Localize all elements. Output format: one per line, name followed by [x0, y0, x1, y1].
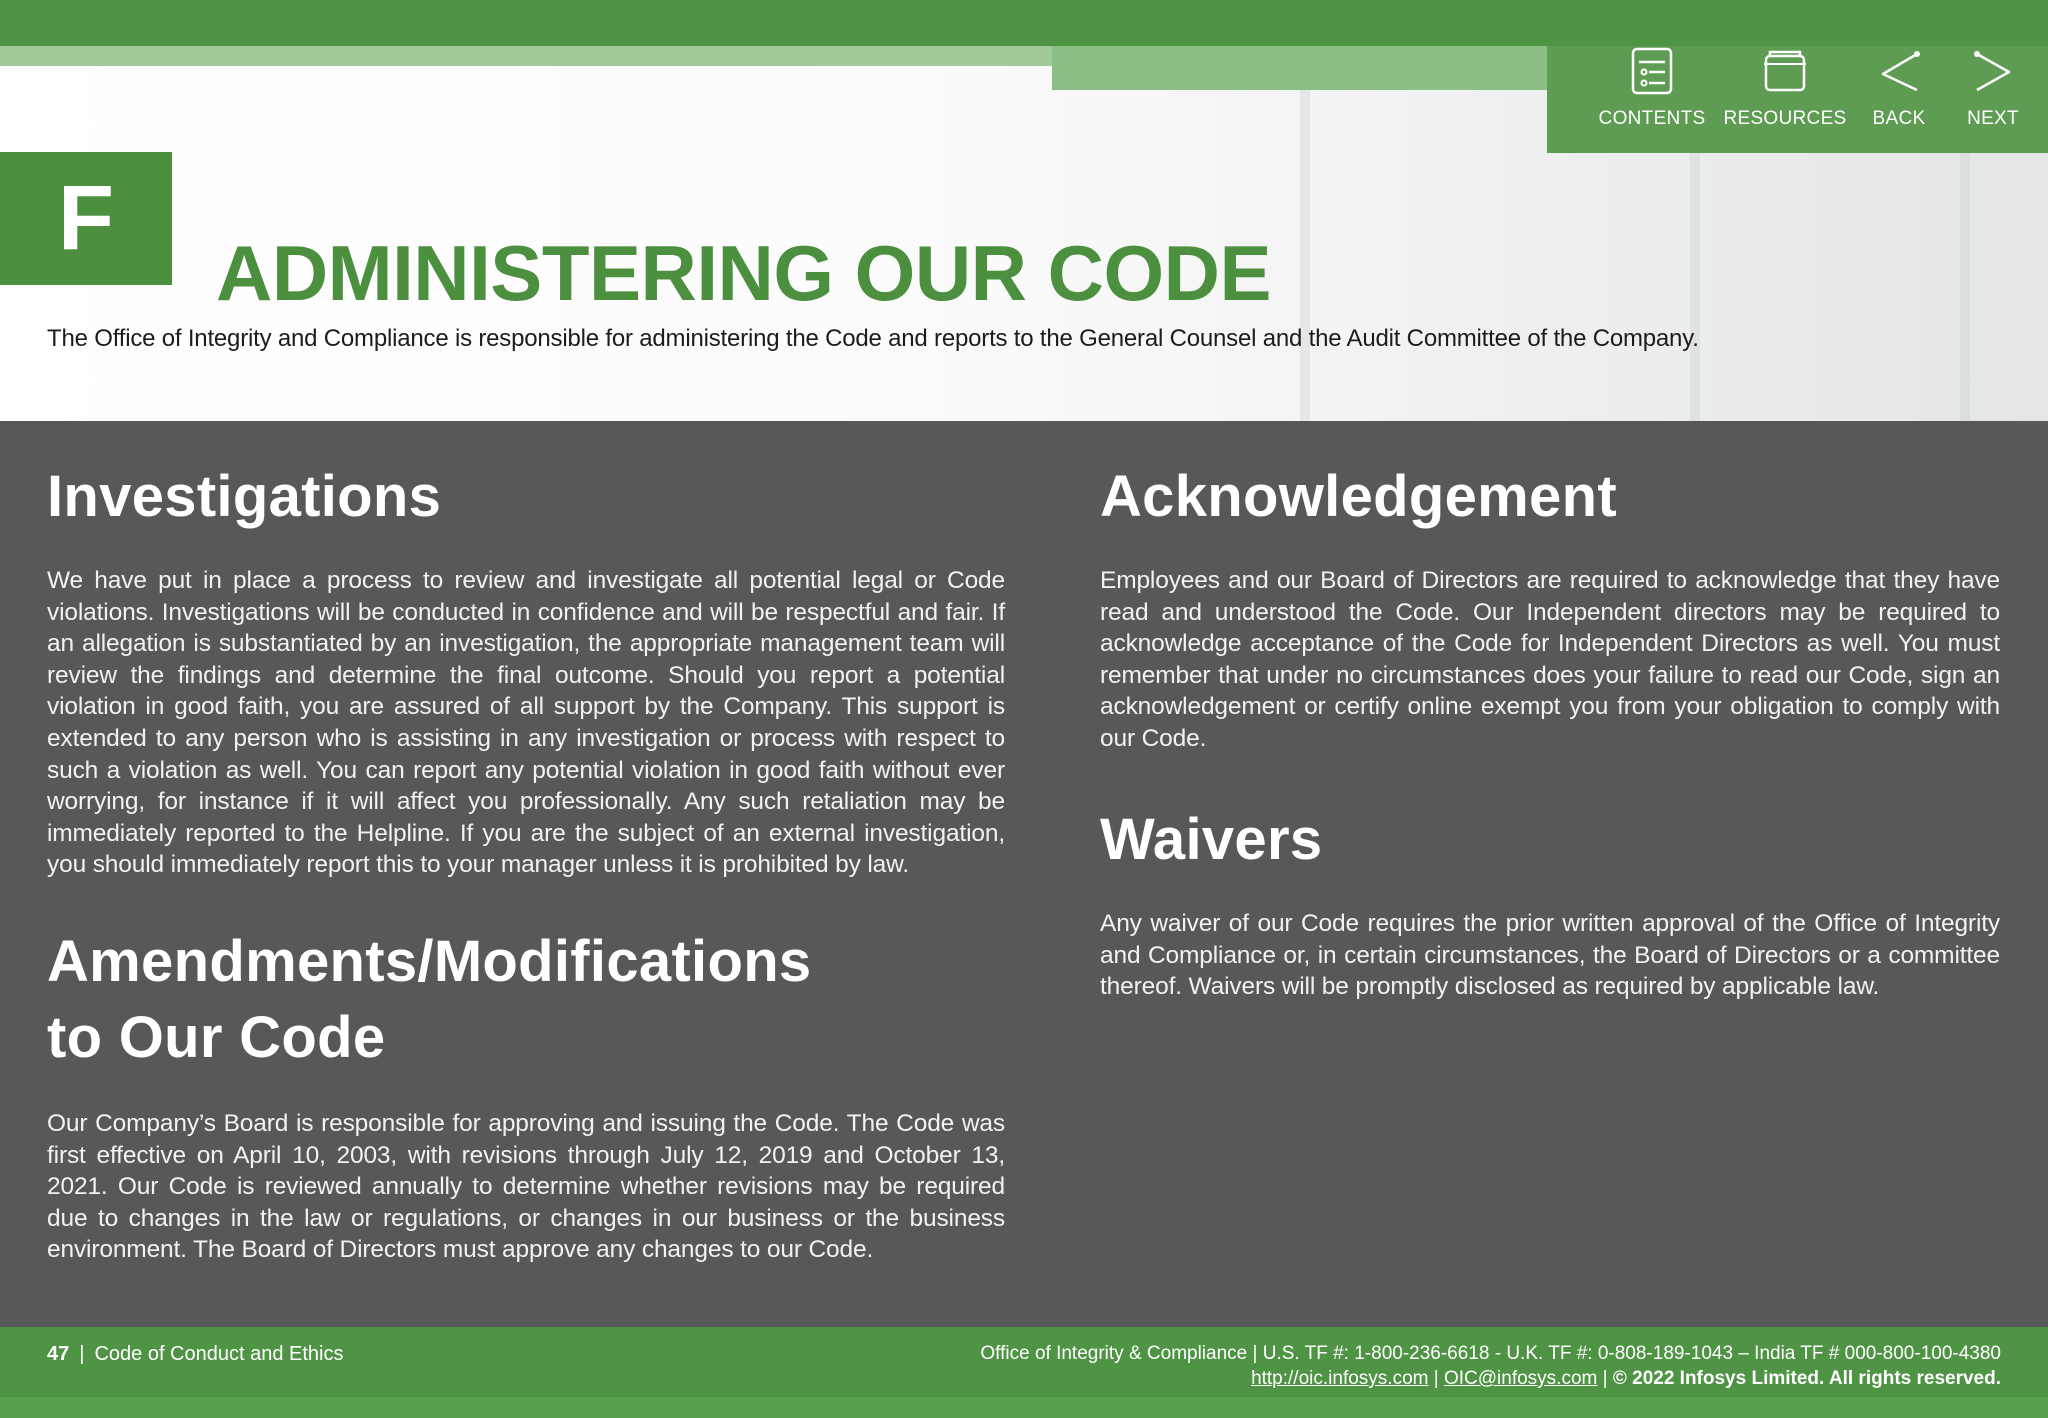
contact-line: Office of Integrity & Compliance | U.S. TF #: 1-800-236-6618 - U.K. TF #: 0-808-189-1043 – India TF # 000-800-100-4380	[980, 1343, 2001, 1364]
page-title: ADMINISTERING OUR CODE	[216, 229, 1272, 318]
amendments-heading	[47, 924, 1005, 1076]
amendments-heading-line1: Amendments/Modifications	[47, 929, 812, 994]
acknowledgement-section	[1100, 459, 2000, 755]
window-pane-decoration	[1300, 66, 1310, 421]
navigation-panel	[1547, 46, 2048, 153]
contents-label: CONTENTS	[1598, 108, 1706, 129]
investigations-body: We have put in place a process to review and investigate all potential legal or Code violations. Investigations will be conducted in confidence and will be respectful and fair. If an allegation is substantiated by an investigation, the appropriate management team will review the findings and determine the final outcome. Should you report a potential violation in good faith, you are assured of all support by the Company. This support is extended to any person who is assisting in any investigation or process with respect to such a violation as well. You can report any potential violation in good faith without ever worrying, for instance if it will affect you professionally. Any such retaliation may be immediately reported to the Helpline. If you are the subject of an external investigation, you should immediately report this to your manager unless it is prohibited by law.	[47, 567, 1005, 879]
footer-separator: |	[79, 1343, 85, 1365]
next-label: NEXT	[1967, 108, 2019, 129]
list-icon	[1630, 46, 1674, 96]
amendments-section	[47, 924, 1005, 1266]
footer-links-line	[980, 1366, 2001, 1391]
waivers-heading: Waivers	[1100, 807, 1323, 872]
amendments-heading-line2: to Our Code	[47, 1005, 386, 1070]
section-letter-badge: F	[0, 152, 172, 285]
investigations-heading: Investigations	[47, 464, 442, 529]
back-label: BACK	[1872, 108, 1926, 129]
top-stripe-accent	[1052, 46, 1548, 90]
acknowledgement-heading: Acknowledgement	[1100, 464, 1617, 529]
top-stripe	[0, 46, 1052, 66]
amendments-body: Our Company’s Board is responsible for approving and issuing the Code. The Code was first effective on April 10, 2003, with revisions through July 12, 2019 and October 13, 2021. Our Code is reviewed annually to determine whether revisions may be required due to changes in the law or regulations, or changes in our business or the business environment. The Board of Directors must approve any changes to our Code.	[47, 1110, 1005, 1264]
website-link[interactable]: http://oic.infosys.com	[1251, 1368, 1429, 1389]
next-arrow-icon	[1971, 46, 2015, 96]
footer	[0, 1327, 2048, 1418]
investigations-section	[47, 459, 1005, 881]
resources-button[interactable]	[1715, 46, 1855, 153]
next-button[interactable]	[1947, 46, 2039, 153]
resources-label: RESOURCES	[1723, 108, 1847, 129]
page-number: 47	[47, 1343, 70, 1365]
waivers-section	[1100, 802, 2000, 1003]
link-separator: |	[1428, 1368, 1444, 1389]
document-title: Code of Conduct and Ethics	[94, 1343, 344, 1365]
back-arrow-icon	[1877, 46, 1921, 96]
email-link[interactable]: OIC@infosys.com	[1443, 1368, 1598, 1389]
footer-contact	[980, 1341, 2001, 1391]
acknowledgement-body: Employees and our Board of Directors are required to acknowledge that they have read and understood the Code. Our Independent directors may be required to acknowledge acceptance of the Code for Independent Directors as well. You must remember that under no circumstances does your failure to read our Code, sign an acknowledgement or certify online exempt you from your obligation to comply with our Code.	[1100, 567, 2000, 752]
footer-bottom-band	[0, 1397, 2048, 1418]
main-content	[0, 421, 2048, 1327]
link-separator: |	[1597, 1368, 1613, 1389]
footer-page-info	[47, 1341, 344, 1367]
folder-stack-icon	[1760, 46, 1810, 96]
top-band	[0, 0, 2048, 46]
intro-paragraph: The Office of Integrity and Compliance is responsible for administering the Code and reports to the General Counsel and the Audit Committee of the Company.	[47, 325, 1699, 352]
contents-button[interactable]	[1587, 46, 1717, 153]
copyright-text: © 2022 Infosys Limited. All rights reserved.	[1612, 1368, 2001, 1389]
back-button[interactable]	[1853, 46, 1945, 153]
waivers-body: Any waiver of our Code requires the prior written approval of the Office of Integrity and Compliance or, in certain circumstances, the Board of Directors or a committee thereof. Waivers will be promptly disclosed as required by applicable law.	[1100, 910, 2000, 1001]
